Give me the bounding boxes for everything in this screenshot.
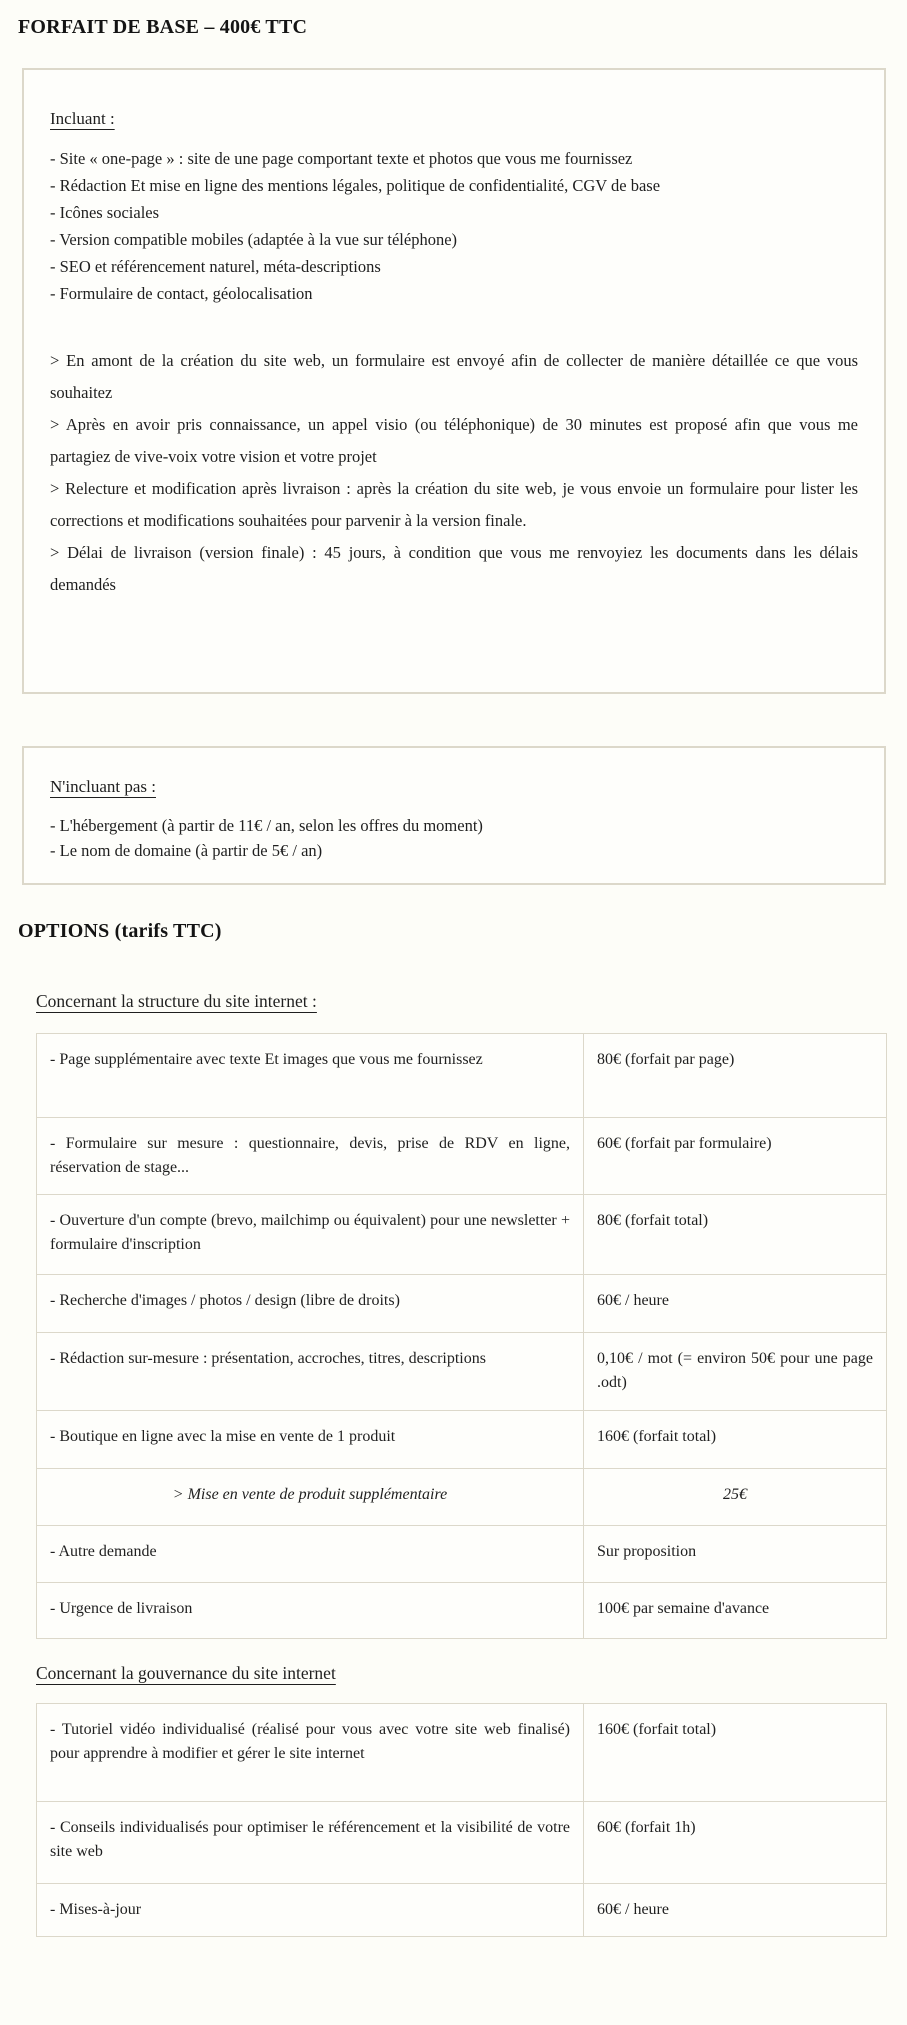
governance-heading: Concernant la gouvernance du site internet xyxy=(36,1663,336,1683)
included-item: - Icônes sociales xyxy=(50,203,160,222)
row-label: - Formulaire sur mesure : questionnaire, devis, prise de RDV en ligne, réservation de stage... xyxy=(37,1118,584,1195)
excluded-item: - L'hébergement (à partir de 11€ / an, selon les offres du moment) xyxy=(50,816,483,835)
row-label: - Recherche d'images / photos / design (libre de droits) xyxy=(37,1275,584,1333)
table-row xyxy=(37,1195,887,1275)
included-item: - Site « one-page » : site de une page comportant texte et photos que vous me fournissez xyxy=(50,149,633,168)
governance-table xyxy=(36,1703,887,1937)
row-label: - Page supplémentaire avec texte Et images que vous me fournissez xyxy=(37,1034,584,1118)
table-row xyxy=(37,1704,887,1802)
table-row xyxy=(37,1802,887,1884)
row-price: 60€ (forfait 1h) xyxy=(584,1802,887,1884)
table-row xyxy=(37,1884,887,1937)
table-row xyxy=(37,1526,887,1583)
row-price: 80€ (forfait par page) xyxy=(584,1034,887,1118)
row-label: - Boutique en ligne avec la mise en vente de 1 produit xyxy=(37,1411,584,1469)
note-paragraph: > Délai de livraison (version finale) : 45 jours, à condition que vous me renvoyiez les documents dans les délais demandés xyxy=(50,543,858,594)
row-label: - Mises-à-jour xyxy=(37,1884,584,1937)
row-label: - Urgence de livraison xyxy=(37,1583,584,1639)
row-price: 160€ (forfait total) xyxy=(584,1704,887,1802)
excluded-box xyxy=(22,746,886,885)
excluded-heading: N'incluant pas : xyxy=(50,777,156,796)
row-price: 100€ par semaine d'avance xyxy=(584,1583,887,1639)
structure-heading: Concernant la structure du site internet : xyxy=(36,991,317,1011)
row-label: - Tutoriel vidéo individualisé (réalisé pour vous avec votre site web finalisé) pour apprendre à modifier et gérer le site internet xyxy=(37,1704,584,1802)
row-label: - Conseils individualisés pour optimiser le référencement et la visibilité de votre site web xyxy=(37,1802,584,1884)
included-item: - Formulaire de contact, géolocalisation xyxy=(50,284,313,303)
row-price: 60€ / heure xyxy=(584,1275,887,1333)
table-row xyxy=(37,1583,887,1639)
table-row xyxy=(37,1118,887,1195)
included-heading: Incluant : xyxy=(50,109,115,128)
row-label: - Autre demande xyxy=(37,1526,584,1583)
table-row xyxy=(37,1333,887,1411)
process-notes xyxy=(50,345,858,601)
row-price: Sur proposition xyxy=(584,1526,887,1583)
included-item: - Version compatible mobiles (adaptée à la vue sur téléphone) xyxy=(50,230,458,249)
row-label: > Mise en vente de produit supplémentaire xyxy=(37,1469,584,1526)
row-price: 60€ / heure xyxy=(584,1884,887,1937)
options-title: OPTIONS (tarifs TTC) xyxy=(18,920,222,942)
included-box xyxy=(22,68,886,694)
row-price: 60€ (forfait par formulaire) xyxy=(584,1118,887,1195)
structure-table xyxy=(36,1033,887,1639)
row-label: - Rédaction sur-mesure : présentation, accroches, titres, descriptions xyxy=(37,1333,584,1411)
row-price: 160€ (forfait total) xyxy=(584,1411,887,1469)
included-item: - Rédaction Et mise en ligne des mentions légales, politique de confidentialité, CGV de base xyxy=(50,176,661,195)
note-paragraph: > Après en avoir pris connaissance, un appel visio (ou téléphonique) de 30 minutes est proposé afin que vous me partagiez de vive-voix votre vision et votre projet xyxy=(50,415,858,466)
page-title: FORFAIT DE BASE – 400€ TTC xyxy=(18,16,308,38)
table-row xyxy=(37,1411,887,1469)
included-item: - SEO et référencement naturel, méta-descriptions xyxy=(50,257,381,276)
row-price: 25€ xyxy=(584,1469,887,1526)
table-row-sub-option xyxy=(37,1469,887,1526)
excluded-item: - Le nom de domaine (à partir de 5€ / an) xyxy=(50,841,323,860)
table-row xyxy=(37,1275,887,1333)
note-paragraph: > Relecture et modification après livraison : après la création du site web, je vous envoie un formulaire pour lister les corrections et modifications souhaitées pour parvenir à la version finale. xyxy=(50,479,858,530)
row-price: 0,10€ / mot (= environ 50€ pour une page .odt) xyxy=(584,1333,887,1411)
table-row xyxy=(37,1034,887,1118)
note-paragraph: > En amont de la création du site web, un formulaire est envoyé afin de collecter de manière détaillée ce que vous souhaitez xyxy=(50,351,858,402)
row-price: 80€ (forfait total) xyxy=(584,1195,887,1275)
row-label: - Ouverture d'un compte (brevo, mailchimp ou équivalent) pour une newsletter + formulaire d'inscription xyxy=(37,1195,584,1275)
